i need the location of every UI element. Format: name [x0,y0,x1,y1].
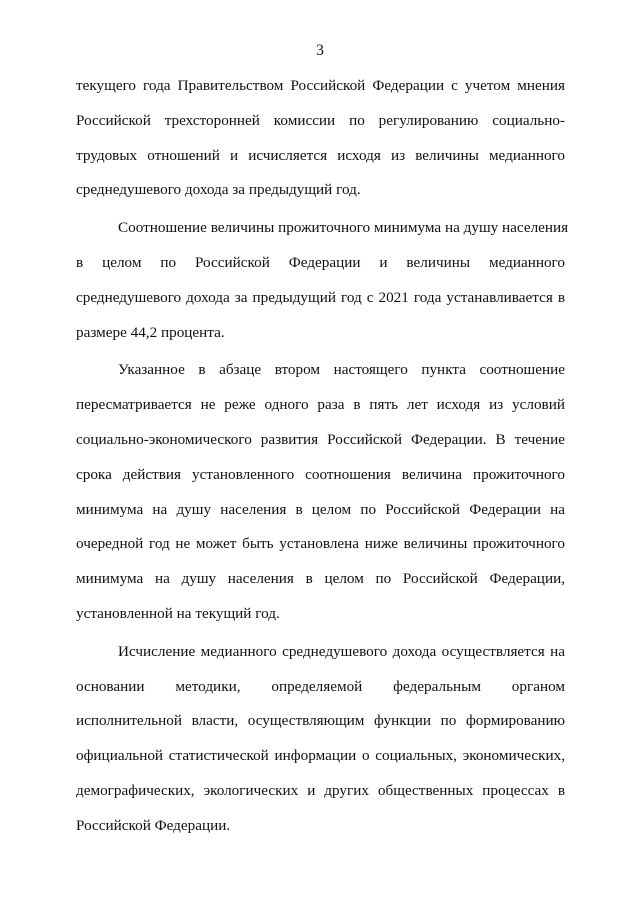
text-line: очередной год не может быть установлена ниже величины прожиточного [76,535,565,553]
text-line: Российской Федерации. [76,816,231,834]
text-line: текущего года Правительством Российской Федерации с учетом мнения [76,77,565,94]
text-line: в целом по Российской Федерации и величины медианного [76,253,565,271]
text-line: среднедушевого дохода за предыдущий год. [76,181,361,199]
text-line: Исчисление медианного среднедушевого дохода осуществляется на [118,642,565,660]
text-line: Российской трехсторонней комиссии по регулированию социально- [76,111,565,129]
paragraph-revision [76,360,565,638]
paragraph-ratio [76,218,569,357]
paragraph-methodology [76,642,565,851]
text-line: пересматривается не реже одного раза в пять лет исходя из условий [76,396,565,414]
text-line: установленной на текущий год. [76,604,280,622]
page-number: 3 [316,42,324,59]
text-line: Соотношение величины прожиточного минимума на душу населения [118,219,569,237]
text-line: трудовых отношений и исчисляется исходя из величины медианного [76,146,565,164]
text-line: официальной статистической информации о социальных, экономических, [76,747,565,765]
text-line: срока действия установленного соотношения величина прожиточного [76,465,565,483]
document-body [76,76,569,851]
text-line: размере 44,2 процента. [76,323,225,341]
text-line: Указанное в абзаце втором настоящего пункта соотношение [118,361,565,379]
text-line: демографических, экологических и других общественных процессах в [76,781,565,799]
paragraph-continuation [76,76,565,215]
text-line: основании методики, определяемой федеральным органом [76,677,565,695]
text-line: минимума на душу населения в целом по Российской Федерации, [76,570,565,588]
text-line: среднедушевого дохода за предыдущий год с 2021 года устанавливается в [76,288,565,306]
text-line: исполнительной власти, осуществляющим функции по формированию [76,712,565,730]
text-line: социально-экономического развития Российской Федерации. В течение [76,430,565,448]
text-line: минимума на душу населения в целом по Российской Федерации на [76,500,565,518]
